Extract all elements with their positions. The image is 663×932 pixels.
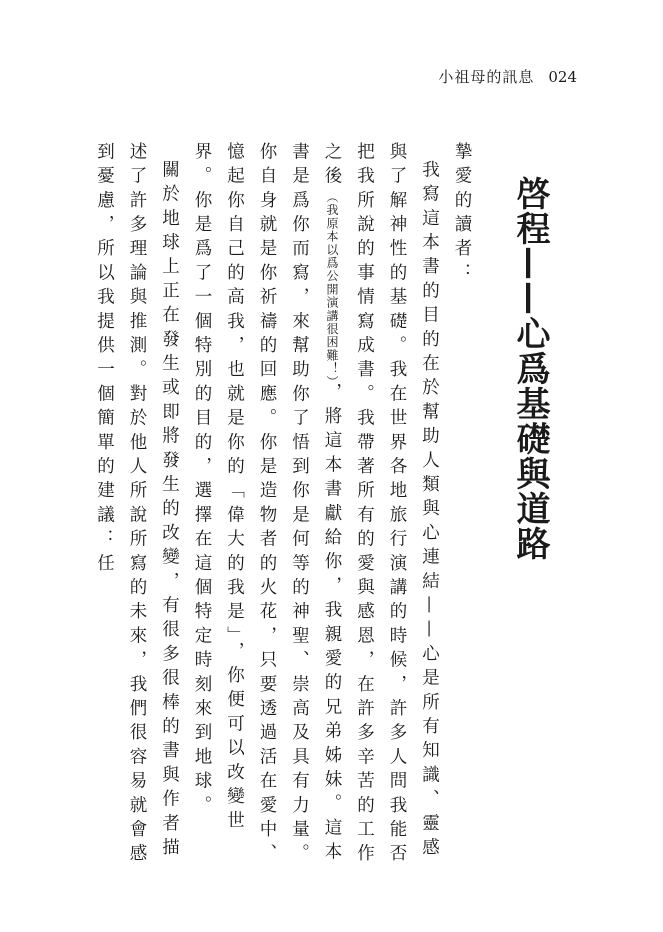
body-text	[86, 142, 478, 882]
running-header	[438, 66, 577, 87]
paragraph-2: 關於地球上正在發生或即將發生的改變，有很多很棒的書與作者描述了許多理論與推測。對於他人所說所寫的未來，我們很容易就會感到憂慮，所以我提供一個簡單的建議：任	[94, 142, 180, 868]
chapter-title: 啓程——心爲基礎與道路	[510, 176, 550, 561]
salutation: 摯愛的讀者：	[452, 142, 472, 288]
paragraph-1-note: （我原本以爲公開演講很困難！）	[325, 190, 339, 383]
book-title: 小祖母的訊息	[438, 68, 535, 86]
paragraph-1	[186, 142, 446, 882]
paragraph-1-text: 我寫這本書的目的在於幫助人類與心連結——心是所有知識、靈感與了解神性的基礎。我在世界各地旅行演講的時候，許多人問我能否把我所說的事情寫成書。我帶著所有的愛與感恩，在許多辛苦的工作之後	[322, 142, 440, 868]
paragraph-1-rest: ，將這本書獻給你，我親愛的兄弟姊妹。這本書是爲你而寫，來幫助你了悟到你是何等的神聖、崇高及具有力量。你自身就是你祈禱的回應。你是造物者的火花，只要透過活在愛中、憶起你自己的高我，也就是你的「偉大的我是」，你便可以改變世界。你是爲了一個特別的目的，選擇在這個特定時刻來到地球。	[192, 142, 342, 868]
page-number: 024	[548, 68, 577, 86]
